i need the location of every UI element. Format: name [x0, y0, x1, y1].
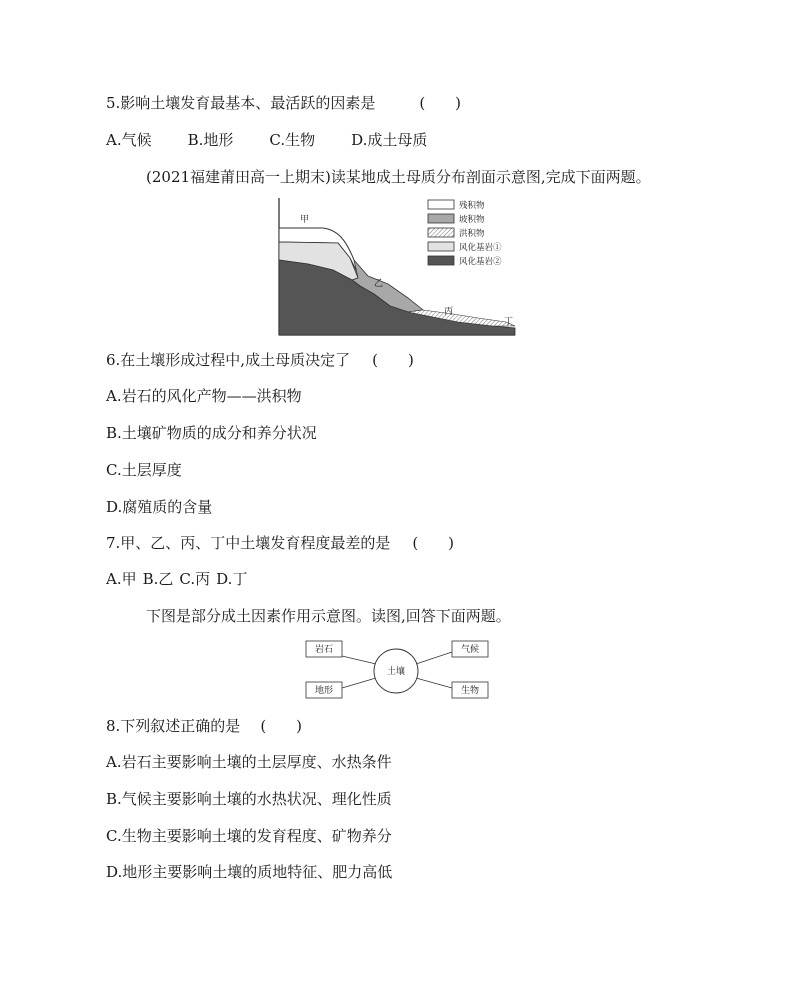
- intro-text-2: 下图是部分成土因素作用示意图。读图,回答下面两题。: [146, 607, 511, 625]
- q6-option-c: C.土层厚度: [106, 461, 182, 479]
- q7-option-b: B.乙: [142, 570, 174, 588]
- q7-stem-line: [106, 533, 454, 553]
- site-label-jia: 甲: [300, 215, 310, 225]
- box-biology-label: 生物: [460, 686, 480, 696]
- legend-swatch-bedrock-1: [428, 242, 454, 251]
- site-label-yi: 乙: [374, 279, 384, 289]
- legend-label-bedrock-2: 风化基岩②: [459, 257, 502, 267]
- q6-option-b: B.土壤矿物质的成分和养分状况: [106, 424, 317, 442]
- site-label-bing: 丙: [444, 307, 454, 317]
- site-label-ding: 丁: [504, 317, 514, 327]
- connector-climate: [416, 652, 452, 664]
- q8-option-a: A.岩石主要影响土壤的土层厚度、水热条件: [106, 753, 392, 771]
- q6-stem: 6.在土壤形成过程中,成土母质决定了: [106, 351, 351, 369]
- q8-option-b: B.气候主要影响土壤的水热状况、理化性质: [106, 790, 392, 808]
- q5-option-a: A.气候: [106, 131, 152, 149]
- legend-label-bedrock-1: 风化基岩①: [459, 243, 502, 253]
- soil-center-label: 土壤: [386, 667, 406, 677]
- box-climate-label: 气候: [460, 645, 480, 655]
- q8-option-d: D.地形主要影响土壤的质地特征、肥力高低: [106, 863, 393, 881]
- legend-label-residual: 残积物: [459, 201, 485, 211]
- connector-rock: [342, 656, 376, 664]
- q5-stem-line: [106, 93, 461, 113]
- legend-swatch-residual: [428, 200, 454, 209]
- q6-stem-line: [106, 350, 414, 370]
- q8-stem-line: [106, 716, 302, 736]
- q6-option-d: D.腐殖质的含量: [106, 498, 213, 516]
- q7-option-c: C.丙: [179, 570, 211, 588]
- q8-stem: 8.下列叙述正确的是: [106, 717, 241, 735]
- legend-label-alluvium: 洪积物: [459, 229, 485, 239]
- connector-biology: [416, 678, 452, 688]
- q8-answer-paren: ( ): [260, 717, 303, 735]
- q7-option-a: A.甲: [106, 570, 137, 588]
- q5-option-d: D.成土母质: [351, 131, 428, 149]
- profile-legend: [428, 200, 502, 267]
- q7-answer-paren: ( ): [412, 534, 455, 552]
- legend-swatch-alluvium: [428, 228, 454, 237]
- box-landform-label: 地形: [314, 686, 334, 696]
- q6-option-a: A.岩石的风化产物——洪积物: [106, 387, 302, 405]
- q5-answer-paren: ( ): [419, 94, 462, 112]
- q5-options: [106, 130, 427, 150]
- profile-figure: [278, 198, 518, 338]
- q7-stem: 7.甲、乙、丙、丁中土壤发育程度最差的是: [106, 534, 391, 552]
- q5-stem: 5.影响土壤发育最基本、最活跃的因素是: [106, 94, 376, 112]
- legend-swatch-colluvium: [428, 214, 454, 223]
- factors-diagram: [302, 638, 492, 704]
- q7-options: [106, 569, 247, 589]
- intro-text-1: (2021福建莆田高一上期末)读某地成土母质分布剖面示意图,完成下面两题。: [146, 168, 651, 186]
- legend-swatch-bedrock-2: [428, 256, 454, 265]
- box-rock-label: 岩石: [314, 645, 334, 655]
- q5-option-c: C.生物: [269, 131, 316, 149]
- q7-option-d: D.丁: [216, 570, 248, 588]
- q6-answer-paren: ( ): [372, 351, 414, 369]
- q8-option-c: C.生物主要影响土壤的发育程度、矿物养分: [106, 827, 392, 845]
- connector-landform: [342, 678, 376, 688]
- legend-label-colluvium: 坡积物: [459, 215, 485, 225]
- q5-option-b: B.地形: [187, 131, 234, 149]
